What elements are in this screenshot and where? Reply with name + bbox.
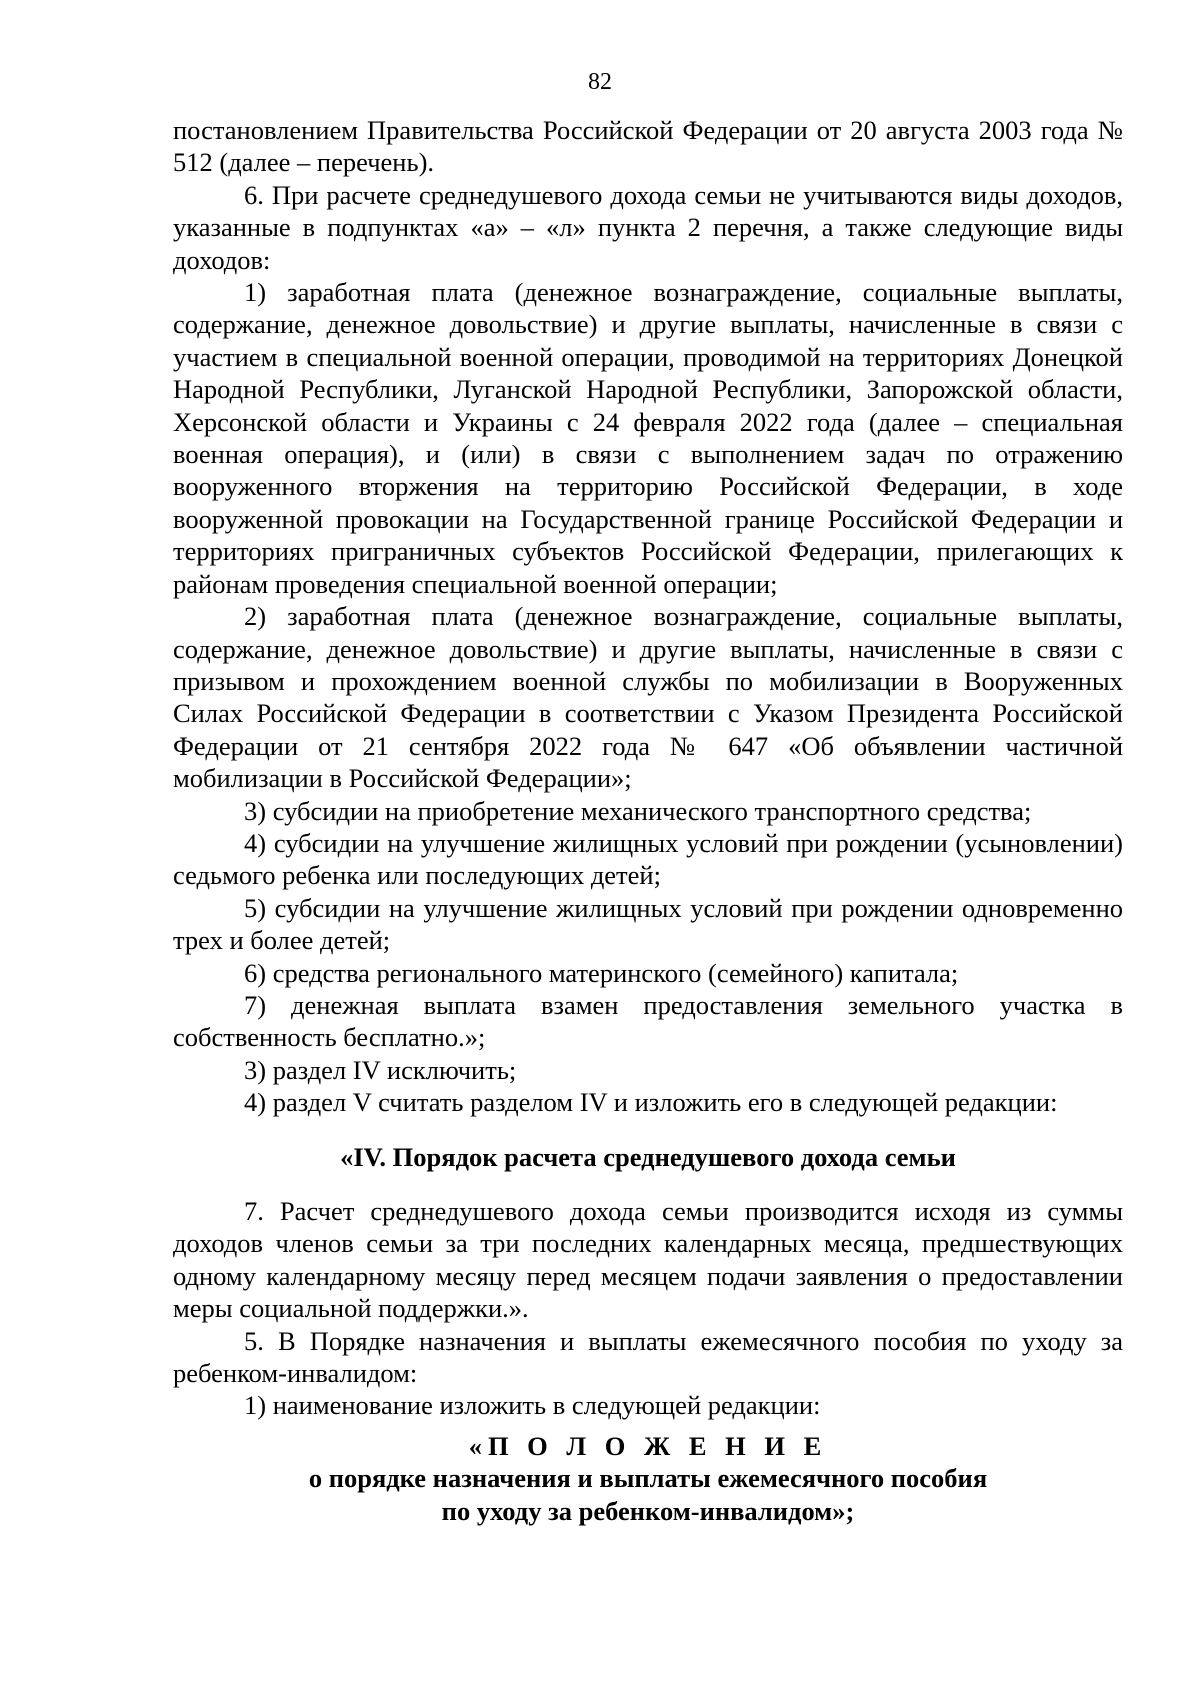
list-item: 1) наименование изложить в следующей редакции: [244, 1390, 821, 1421]
title-subheading: о порядке назначения и выплаты ежемесячного пособия [308, 1463, 988, 1494]
list-item: 3) субсидии на приобретение механического транспортного средства; [244, 795, 1032, 826]
section-heading: «IV. Порядок расчета среднедушевого дохода семьи [340, 1141, 956, 1172]
list-item: 1) заработная плата (денежное вознаграждение, социальные выплаты, содержание, денежное довольствие) и другие выплаты, начисленные в связи с участием в специальной военной операции, проводимой на территориях Донецкой Народной Республики, Луганской Народной Республики, Запорожской области, Херсонской области и Украины с 24 февраля 2022 года (далее – специальная военная операция), и (или) в связи с выполнением задач по отражению вооруженного вторжения на территорию Российской Федерации, в ходе вооруженной провокации на Государственной границе Российской Федерации и территориях приграничных субъектов Российской Федерации, прилегающих к районам проведения специальной военной операции; [173, 277, 1123, 599]
paragraph: постановлением Правительства Российской Федерации от 20 августа 2003 года № 512 (далее – перечень). [173, 115, 1123, 178]
list-item: 6) средства регионального материнского (семейного) капитала; [244, 957, 959, 988]
page-number: 82 [588, 69, 612, 95]
list-item: 5) субсидии на улучшение жилищных условий при рождении одновременно трех и более детей; [173, 892, 1123, 956]
paragraph: 5. В Порядке назначения и выплаты ежемесячного пособия по уходу за ребенком-инвалидом: [173, 1325, 1123, 1389]
title-heading: «П О Л О Ж Е Н И Е [468, 1430, 828, 1461]
paragraph: 6. При расчете среднедушевого дохода семьи не учитываются виды доходов, указанные в подпунктах «а» – «л» пункта 2 перечня, а также следующие виды доходов: [173, 179, 1123, 275]
paragraph: 7. Расчет среднедушевого дохода семьи производится исходя из суммы доходов членов семьи за три последних календарных месяца, предшествующих одному календарному месяцу перед месяцем подачи заявления о предоставлении меры социальной поддержки.». [173, 1196, 1123, 1324]
title-subheading: по уходу за ребенком-инвалидом»; [441, 1495, 855, 1526]
list-item: 2) заработная плата (денежное вознаграждение, социальные выплаты, содержание, денежное довольствие) и другие выплаты, начисленные в связи с призывом и прохождением военной службы по мобилизации в Вооруженных Силах Российской Федерации в соответствии с Указом Президента Российской Федерации от 21 сентября 2022 года № 647 «Об объявлении частичной мобилизации в Российской Федерации»; [173, 601, 1123, 794]
document-body [173, 114, 1123, 1527]
list-item: 7) денежная выплата взамен предоставления земельного участка в собственность бесплатно.»; [173, 989, 1123, 1053]
list-item: 4) раздел V считать разделом IV и изложить его в следующей редакции: [244, 1087, 1058, 1118]
list-item: 4) субсидии на улучшение жилищных условий при рождении (усыновлении) седьмого ребенка или последующих детей; [173, 827, 1123, 891]
list-item: 3) раздел IV исключить; [244, 1054, 517, 1085]
